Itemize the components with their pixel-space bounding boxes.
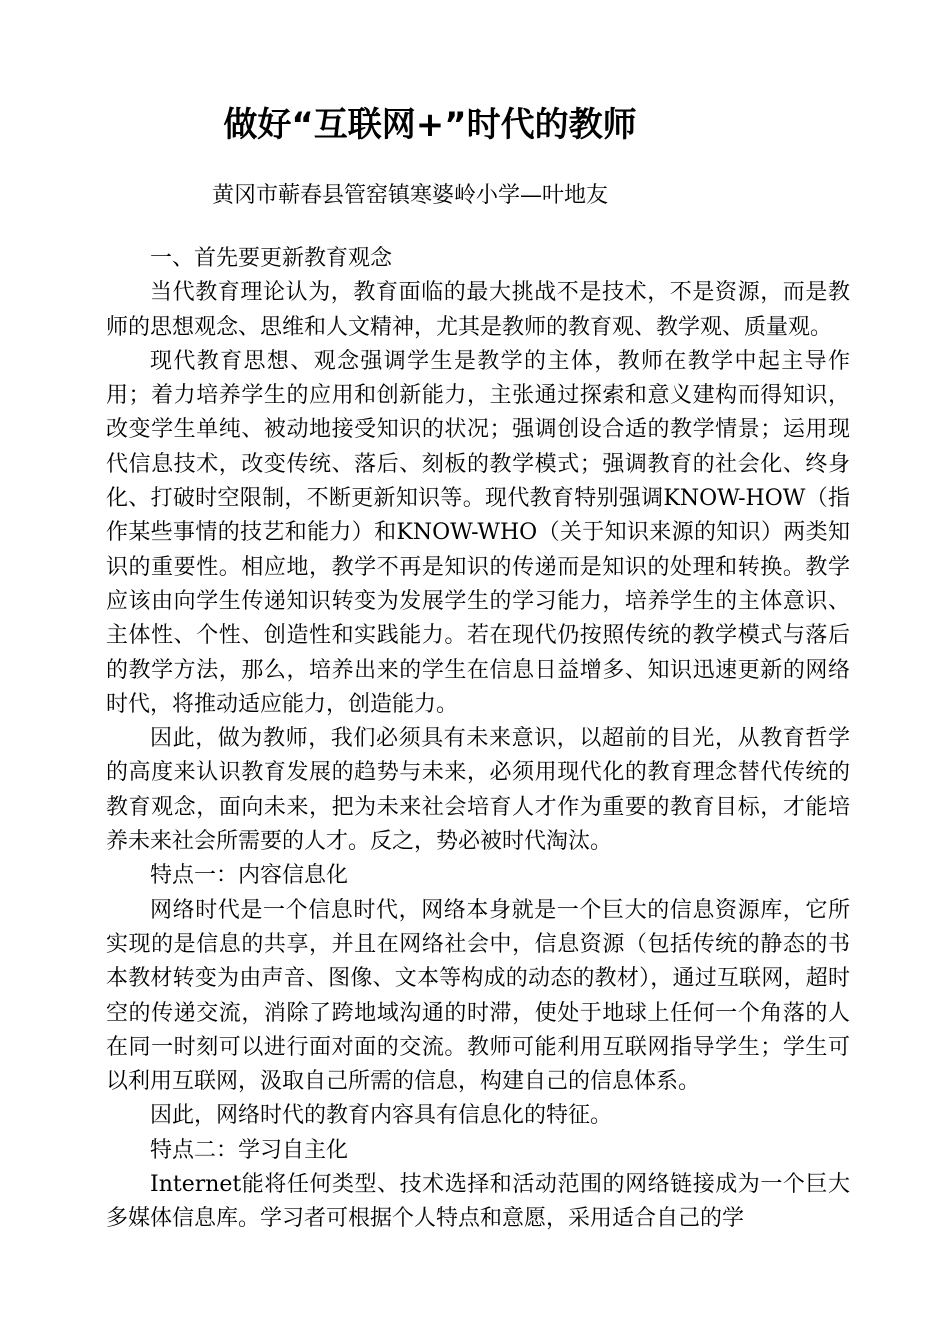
feature-heading: 特点二：学习自主化 bbox=[150, 1137, 349, 1163]
feature-heading: 特点一：内容信息化 bbox=[150, 863, 349, 889]
body-paragraph: 现代教育思想、观念强调学生是教学的主体，教师在教学中起主导作用；着力培养学生的应用和创新能力，主张通过探索和意义建构而得知识，改变学生单纯、被动地接受知识的状况；强调创设合适的教学情景；运用现代信息技术，改变传统、落后、刻板的教学模式；强调教育的社会化、终身化、打破时空限制，不断更新知识等。现代教育特别强调KNOW-HOW（指作某些事情的技艺和能力）和KNOW-WHO（关于知识来源的知识）两类知识的重要性。相应地，教学不再是知识的传递而是知识的处理和转换。教学应该由向学生传递知识转变为发展学生的学习能力，培养学生的主体意识、主体性、个性、创造性和实践能力。若在现代仍按照传统的教学模式与落后的教学方法，那么，培养出来的学生在信息日益增多、知识迅速更新的网络时代，将推动适应能力，创造能力。 bbox=[106, 348, 850, 717]
body-paragraph: 网络时代是一个信息时代，网络本身就是一个巨大的信息资源库，它所实现的是信息的共享，并且在网络社会中，信息资源（包括传统的静态的书本教材转变为由声音、图像、文本等构成的动态的教材），通过互联网，超时空的传递交流，消除了跨地域沟通的时滞，使处于地球上任何一个角落的人在同一时刻可以进行面对面的交流。教师可能利用互联网指导学生；学生可以利用互联网，汲取自己所需的信息，构建自己的信息体系。 bbox=[106, 897, 850, 1095]
body-paragraph: 因此，做为教师，我们必须具有未来意识，以超前的目光，从教育哲学的高度来认识教育发展的趋势与未来，必须用现代化的教育理念替代传统的教育观念，面向未来，把为未来社会培育人才作为重要的教育目标，才能培养未来社会所需要的人才。反之，势必被时代淘汰。 bbox=[106, 726, 850, 855]
body-paragraph: 当代教育理论认为，教育面临的最大挑战不是技术，不是资源，而是教师的思想观念、思维和人文精神，尤其是教师的教育观、教学观、质量观。 bbox=[106, 280, 850, 340]
document-title: 做好“互联网+”时代的教师 bbox=[223, 105, 637, 145]
body-paragraph: 因此，网络时代的教育内容具有信息化的特征。 bbox=[150, 1103, 613, 1129]
section-heading: 一、首先要更新教育观念 bbox=[150, 246, 393, 271]
body-paragraph: Internet能将任何类型、技术选择和活动范围的网络链接成为一个巨大多媒体信息库。学习者可根据个人特点和意愿，采用适合自己的学 bbox=[106, 1172, 850, 1232]
document-body bbox=[106, 242, 850, 1237]
document-author: 黄冈市蕲春县管窑镇寒婆岭小学—叶地友 bbox=[212, 183, 609, 208]
